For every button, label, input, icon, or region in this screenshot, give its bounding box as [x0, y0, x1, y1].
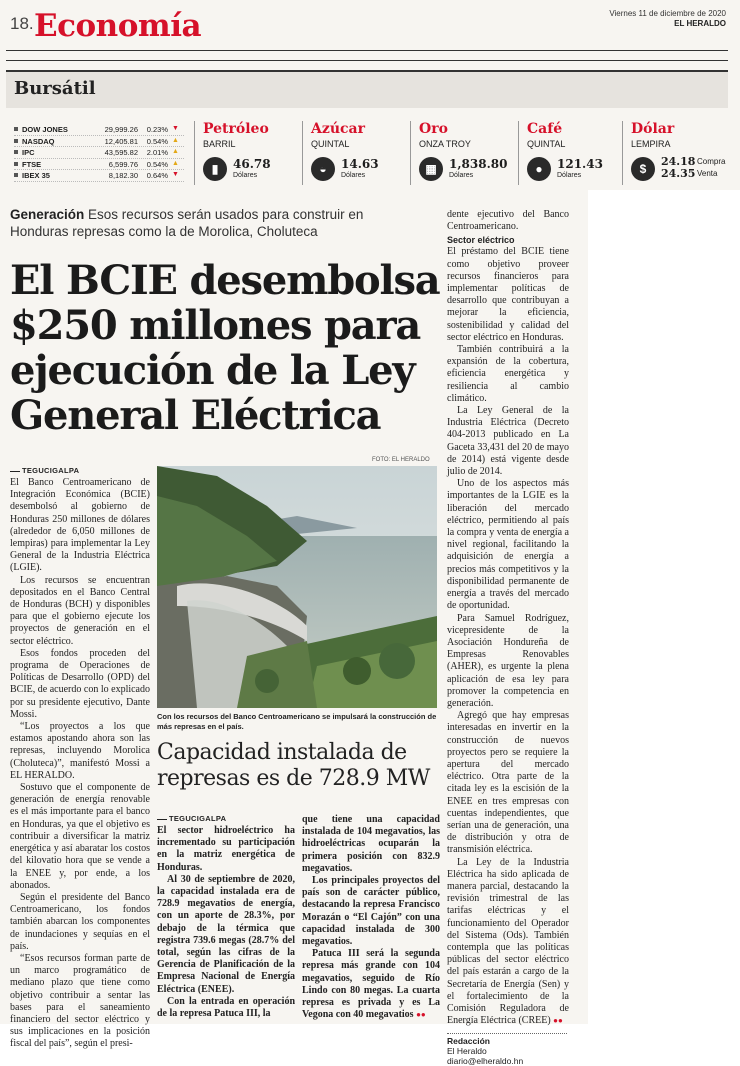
credit-name: El Heraldo — [447, 1046, 487, 1057]
dollar-coin-icon: $ — [631, 157, 655, 181]
photo-credit: FOTO: EL HERALDO — [372, 457, 430, 463]
trend-down-icon: ▼ — [172, 125, 179, 132]
paragraph: Según el presidente del Banco Centroamericano, los fondos también abarcan los componentes de inundaciones y sequías en el país. — [10, 891, 150, 952]
dateline: TEGUCIGALPA — [10, 466, 150, 475]
photo-caption: Con los recursos del Banco Centroamericano se impulsará la construcción de más represas en el país. — [157, 712, 437, 731]
trend-down-icon: ▼ — [172, 171, 179, 178]
market-bar — [6, 70, 728, 108]
credit-email: diario@elheraldo.hn — [447, 1056, 524, 1066]
stock-row: FTSE 6,599.76 0.54% ▲ — [14, 159, 184, 171]
stock-row: NASDAQ 12,405.81 0.54% ▲ — [14, 136, 184, 148]
oil-barrel-icon: ▮ — [203, 157, 227, 181]
dam-photo — [157, 466, 437, 708]
trend-up-icon: ▲ — [172, 159, 179, 167]
paragraph: El préstamo del BCIE tiene como objetivo proveer recursos financieros para implementar políticas de desarrollo que contribuyan a mejorar la eficiencia, sostenibilidad y calidad del sector eléctrico en Honduras. — [447, 246, 569, 343]
paragraph: También contribuirá a la expansión de la cobertura, eficiencia energética y resiliencia al cambio climático. — [447, 344, 569, 404]
box-column-a — [157, 814, 295, 1020]
article-kicker — [10, 207, 380, 240]
end-mark: ●● — [416, 1010, 426, 1020]
paragraph: “Los proyectos a los que estamos apostando ahora son las represas, incluyendo Morolica (Choluteca)”, manifestó Mossi a EL HERALDO. — [10, 721, 150, 781]
commodity-azucar: Azúcar QUINTAL ◒ 14.63 Dólares — [302, 121, 406, 185]
commodity-oro: Oro ONZA TROY ▦ 1,838.80 Dólares — [410, 121, 514, 185]
header-rule — [6, 50, 728, 51]
header-rule-2 — [6, 60, 728, 61]
paragraph: El Banco Centroamericano de Integración Económica (BCIE) desembolsó al gobierno de Honduras 250 millones de dólares (alrededor de 6,050 millones de lempiras) para implementar la Ley General de la Industria Eléctrica (LGIE). — [10, 477, 150, 574]
paragraph: Al 30 de septiembre de 2020, la capacidad instalada era de 728.9 megavatios de energía, con un aporte de 28.3%, por debajo de la térmica que registra 739.6 megas (28.7% del total, según las cifras de la Gerencia de Planificación de la Empresa Nacional de Energía Eléctrica (ENEE). — [157, 873, 295, 995]
paragraph: que tiene una capacidad instalada de 104 megavatios, las hidroeléctricas ocuparán la primera posición con 832.9 megavatios. — [302, 814, 440, 874]
sugar-bag-icon: ◒ — [311, 157, 335, 181]
article-headline: El BCIE desembolsa $250 millones para ejecución de la Ley General Eléctrica — [10, 257, 440, 439]
paragraph: Esos fondos proceden del programa de Operaciones de Políticas de Desarrollo (OPD) del BCIE, de acuerdo con lo explicado por su presidente ejecutivo, Dante Mossi. — [10, 647, 150, 720]
stock-row: IPC 43,595.82 2.01% ▲ — [14, 147, 184, 159]
paragraph: Sostuvo que el componente de generación de energía renovable es el más importante para el banco en Honduras, ya que el objetivo es contribuir a diversificar la matriz energética y así abaratar los costos del kilovatio hora que se vende a la ENEE y, por ende, a los abonados. — [10, 782, 150, 891]
trend-up-icon: ▲ — [172, 148, 179, 155]
stock-table — [14, 124, 184, 182]
box-column-b — [302, 814, 440, 1021]
coffee-bean-icon: ● — [527, 157, 551, 181]
publication-name: EL HERALDO — [674, 19, 726, 28]
paragraph: Para Samuel Rodríguez, vicepresidente de la Asociación Hondureña de Empresas Renovables (AHER), es urgente la plena aplicación de esa ley para promover la competencia en generación. — [447, 612, 569, 709]
paragraph: Los recursos se encuentran depositados en el Banco Central de Honduras (BCH) y disponibles para que el gobierno ejecute los proyectos de generación en el sector eléctrico. — [10, 574, 150, 647]
paragraph: La Ley General de la Industria Eléctrica (Decreto 404-2013 publicado en La Gaceta 33,431 del 20 de mayo de 2014) está vigente desde julio de 2014. — [447, 405, 569, 478]
paragraph: dente ejecutivo del Banco Centroamericano. — [447, 209, 569, 233]
subhead: Sector eléctrico — [447, 235, 515, 246]
paragraph: “Esos recursos forman parte de un marco programático de mediano plazo que tiene como objetivo contribuir a sentar las bases para el saneamiento financiero del sector eléctrico y sus implicaciones en la posición fiscal del país”, según el presi- — [10, 952, 150, 1050]
commodity-dolar: Dólar LEMPIRA $ 24.18 24.35 Compra Venta — [622, 121, 734, 185]
stock-row: IBEX 35 8,182.30 0.64% ▼ — [14, 170, 184, 182]
box-headline: Capacidad instalada de represas es de 728.9 MW — [157, 740, 430, 791]
paragraph: Patuca III será la segunda represa más grande con 104 megavatios, seguido de Río Lindo con 80 megas. La cuarta represa es privada y es La Vegona con 40 megavatios ●● — [302, 948, 440, 1021]
article-column-1 — [10, 466, 150, 1051]
article-column-3 — [447, 209, 569, 1066]
issue-date: Viernes 11 de diciembre de 2020 — [609, 9, 726, 18]
dam-landscape-image — [157, 466, 437, 708]
box-dateline: TEGUCIGALPA — [157, 814, 295, 823]
commodity-cafe: Café QUINTAL ● 121.43 Dólares — [518, 121, 622, 185]
paragraph: Agregó que hay empresas interesadas en invertir en la construcción de nuevos proyectos pero se requiere la apertura del mercado eléctrico. Otra parte de la citada ley es la escisión de la ENEE en tres empresas con cuentas independientes, que serían una de generación, una de distribución y otra de transmisión eléctrica. — [447, 710, 569, 856]
end-mark: ●● — [553, 1016, 563, 1026]
paragraph: Con la entrada en operación de la represa Patuca III, la — [157, 995, 295, 1020]
kicker-label: Generación — [10, 207, 85, 222]
paragraph: Uno de los aspectos más importantes de la LGIE es la liberación del mercado eléctrico, permitiendo al país la compra y venta de energía a nivel regional, facilitando la adquisición de energía a precios más competitivos y la disponibilidad permanente de energía a través del mercado de oportunidad. — [447, 478, 569, 612]
paragraph: El sector hidroeléctrico ha incrementado su participación en la matriz energética de Honduras. — [157, 825, 295, 873]
credit-label: Redacción — [447, 1033, 567, 1046]
kicker-text: Esos recursos serán usados para construir en Honduras represas como la de Morolica, Choluteca — [10, 207, 364, 239]
market-title: Bursátil — [14, 78, 96, 99]
stock-row: DOW JONES 29,999.26 0.23% ▼ — [14, 124, 184, 136]
trend-up-icon: ▲ — [172, 136, 179, 144]
section-title: Economía — [34, 8, 202, 44]
commodity-petroleo: Petróleo BARRIL ▮ 46.78 Dólares — [194, 121, 298, 185]
gold-bars-icon: ▦ — [419, 157, 443, 181]
page-number: 18. — [10, 14, 34, 33]
paragraph: Los principales proyectos del país son de carácter público, destacando la represa Francisco Morazán o “El Cajón” con una capacidad instalada de 300 megavatios. — [302, 875, 440, 948]
paragraph: La Ley de la Industria Eléctrica ha sido aplicada de manera parcial, destacando la revisión trimestral de las tarifas eléctricas y el funcionamiento del Operador del Sistema (Ods). También contempla que las políticas públicas del sector eléctrico del país estarán a cargo de la Secretaría de Energía (Sen) y el fortalecimiento de la Comisión Reguladora de Energía Eléctrica (CREE) ●● — [447, 856, 569, 1027]
